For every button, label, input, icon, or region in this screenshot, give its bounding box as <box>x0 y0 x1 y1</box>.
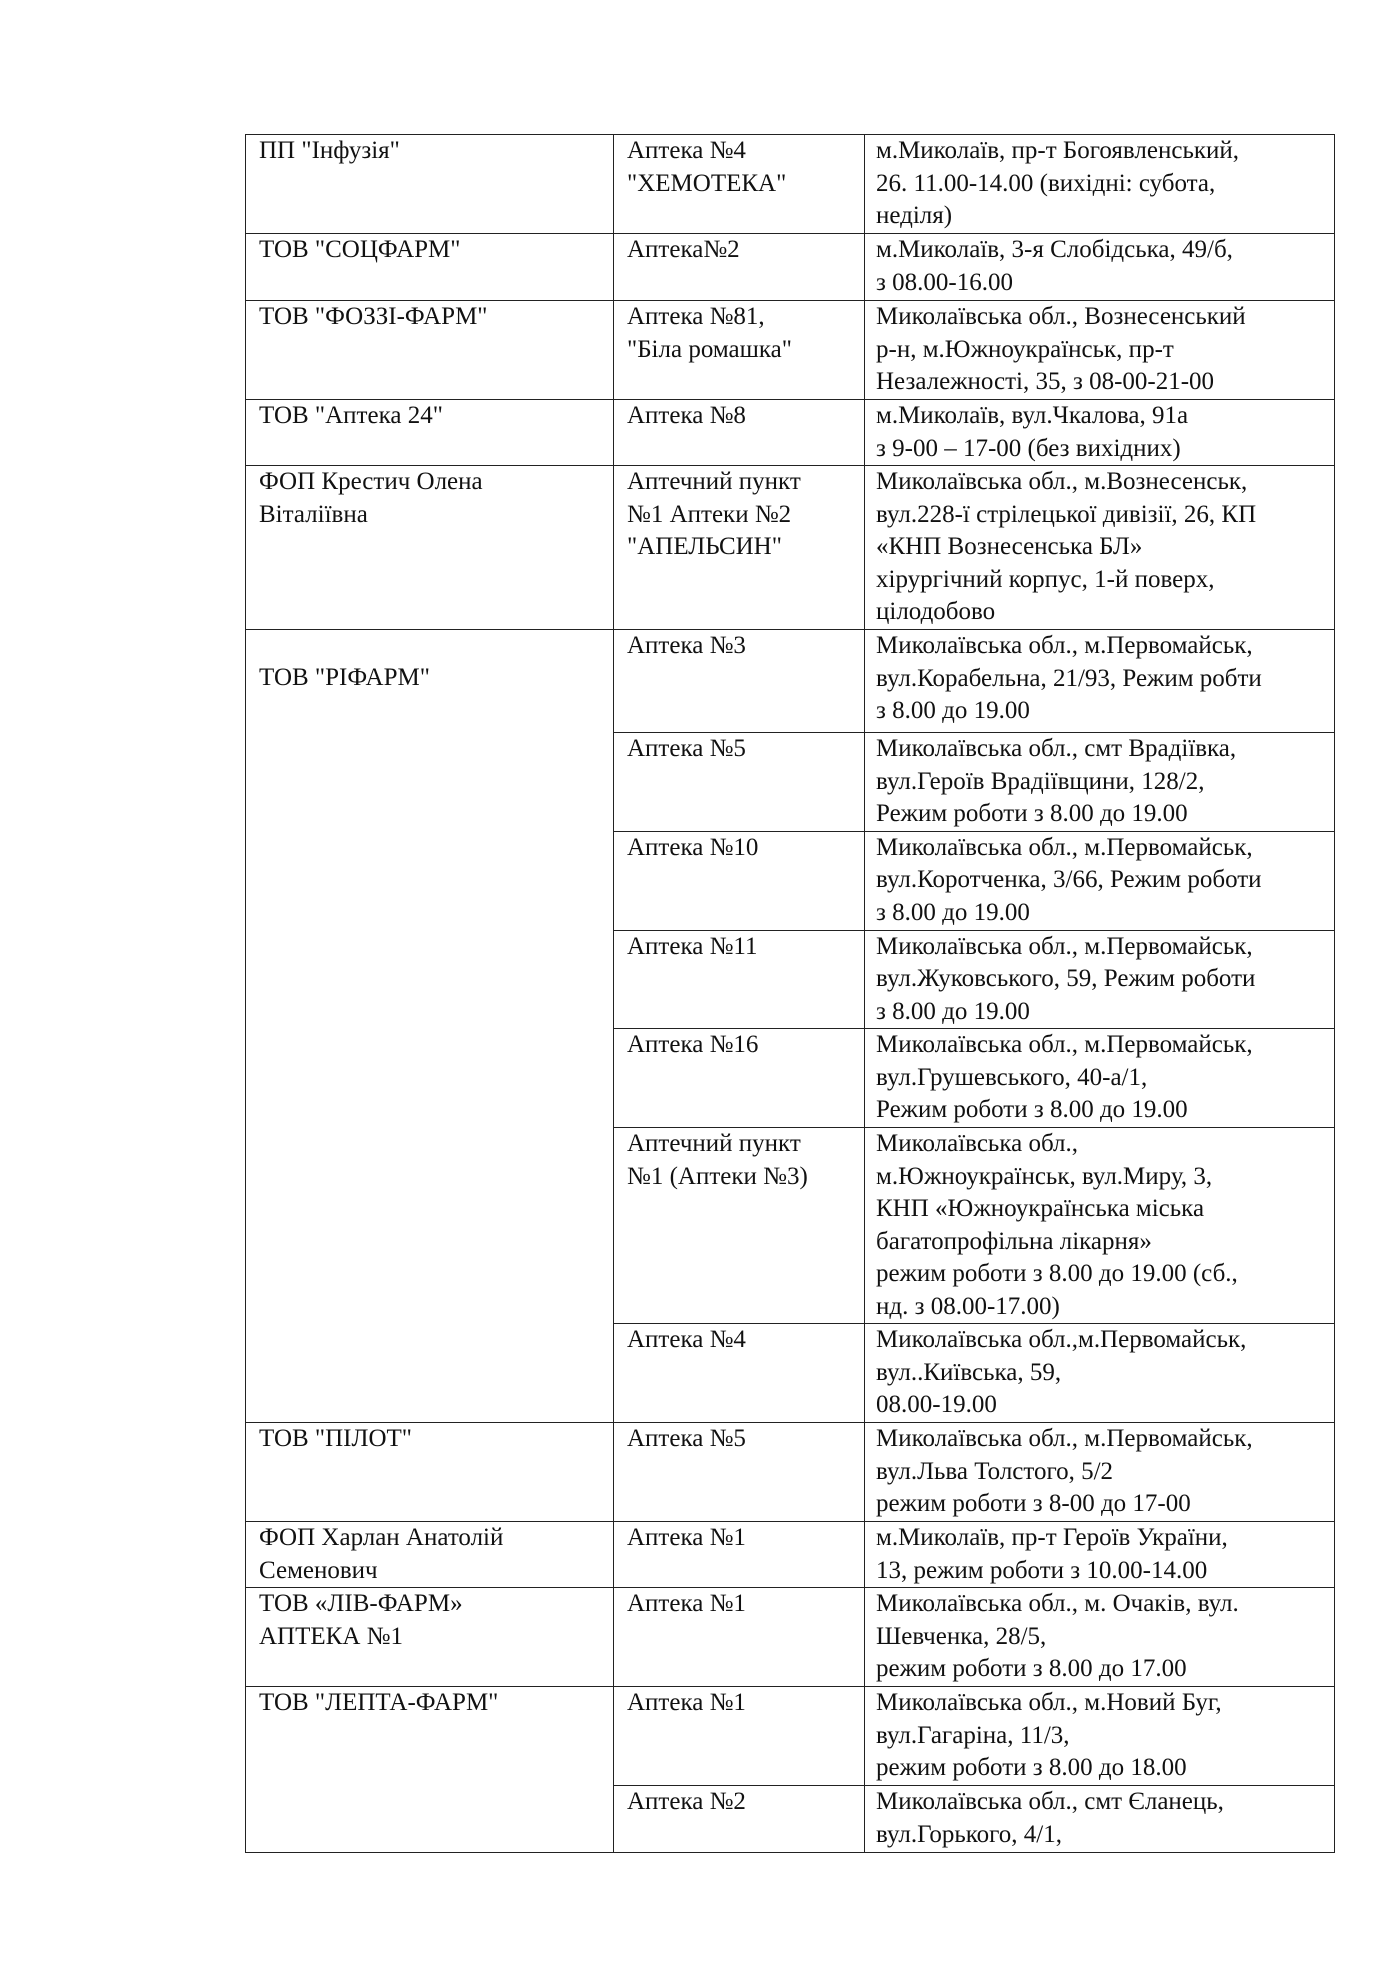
address-cell: Миколаївська обл., м.Первомайськ, вул.Жуковського, 59, Режим роботи з 8.00 до 19.00 <box>865 930 1335 1029</box>
address-cell: Миколаївська обл., м.Новий Буг, вул.Гагаріна, 11/3, режим роботи з 8.00 до 18.00 <box>865 1687 1335 1786</box>
address-cell: м.Миколаїв, пр-т Героїв України, 13, режим роботи з 10.00-14.00 <box>865 1522 1335 1588</box>
table-row <box>246 1522 1335 1588</box>
pharmacy-cell: Аптека №81, "Біла ромашка" <box>614 301 865 400</box>
pharmacy-cell: Аптечний пункт №1 Аптеки №2 "АПЕЛЬСИН" <box>614 466 865 630</box>
address-cell: Миколаївська обл., Вознесенський р-н, м.Южноукраїнськ, пр-т Незалежності, 35, з 08-00-21-00 <box>865 301 1335 400</box>
address-cell: Миколаївська обл., м. Очаків, вул. Шевченка, 28/5, режим роботи з 8.00 до 17.00 <box>865 1588 1335 1687</box>
table-row <box>246 301 1335 400</box>
org-cell: ПП "Інфузія" <box>246 135 614 234</box>
table-row <box>246 1687 1335 1786</box>
pharmacy-cell: Аптека №3 <box>614 630 865 733</box>
pharmacy-cell: Аптека №10 <box>614 831 865 930</box>
table-row <box>246 234 1335 301</box>
org-cell: ТОВ "СОЦФАРМ" <box>246 234 614 301</box>
address-cell: Миколаївська обл., смт Врадіївка, вул.Героїв Врадіївщини, 128/2, Режим роботи з 8.00 до 19.00 <box>865 733 1335 832</box>
address-cell: м.Миколаїв, вул.Чкалова, 91а з 9-00 – 17-00 (без вихідних) <box>865 400 1335 466</box>
pharmacy-cell: Аптека №1 <box>614 1687 865 1786</box>
pharmacy-cell: Аптека №11 <box>614 930 865 1029</box>
pharmacy-cell: Аптека №5 <box>614 733 865 832</box>
pharmacy-cell: Аптека №16 <box>614 1029 865 1128</box>
table-row <box>246 135 1335 234</box>
address-cell: м.Миколаїв, 3-я Слобідська, 49/б, з 08.00-16.00 <box>865 234 1335 301</box>
org-cell: ФОП Харлан Анатолій Семенович <box>246 1522 614 1588</box>
pharmacy-cell: Аптека №4 <box>614 1324 865 1423</box>
address-cell: Миколаївська обл., м.Первомайськ, вул.Грушевського, 40-а/1, Режим роботи з 8.00 до 19.00 <box>865 1029 1335 1128</box>
org-cell: ТОВ «ЛІВ-ФАРМ» АПТЕКА №1 <box>246 1588 614 1687</box>
pharmacy-cell: Аптека №5 <box>614 1423 865 1522</box>
org-cell: ТОВ "ПІЛОТ" <box>246 1423 614 1522</box>
table-row <box>246 1588 1335 1687</box>
pharmacy-cell: Аптека №2 <box>614 1786 865 1853</box>
table-row <box>246 466 1335 630</box>
address-cell: Миколаївська обл., м.Первомайськ, вул.Льва Толстого, 5/2 режим роботи з 8-00 до 17-00 <box>865 1423 1335 1522</box>
address-cell: Миколаївська обл., смт Єланець, вул.Горького, 4/1, <box>865 1786 1335 1853</box>
table-row <box>246 400 1335 466</box>
table-row <box>246 1423 1335 1522</box>
pharmacy-table <box>245 134 1335 1853</box>
table-row <box>246 630 1335 733</box>
pharmacy-cell: Аптека №4 "ХЕМОТЕКА" <box>614 135 865 234</box>
pharmacy-cell: Аптека №1 <box>614 1588 865 1687</box>
address-cell: Миколаївська обл., м.Вознесенськ, вул.228-ї стрілецької дивізії, 26, КП «КНП Вознесенська БЛ» хірургічний корпус, 1-й поверх, цілодобово <box>865 466 1335 630</box>
org-cell-lepta: ТОВ "ЛЕПТА-ФАРМ" <box>246 1687 614 1853</box>
address-cell: Миколаївська обл., м.Первомайськ, вул.Корабельна, 21/93, Режим робти з 8.00 до 19.00 <box>865 630 1335 733</box>
org-cell: ТОВ "Аптека 24" <box>246 400 614 466</box>
pharmacy-cell: Аптека №8 <box>614 400 865 466</box>
org-cell: ТОВ "ФОЗЗІ-ФАРМ" <box>246 301 614 400</box>
pharmacy-cell: Аптека №1 <box>614 1522 865 1588</box>
pharmacy-cell: Аптека№2 <box>614 234 865 301</box>
address-cell: м.Миколаїв, пр-т Богоявленський, 26. 11.00-14.00 (вихідні: субота, неділя) <box>865 135 1335 234</box>
address-cell: Миколаївська обл., м.Южноукраїнськ, вул.Миру, 3, КНП «Южноукраїнська міська багатопрофільна лікарня» режим роботи з 8.00 до 19.00 (сб., нд. з 08.00-17.00) <box>865 1128 1335 1324</box>
address-cell: Миколаївська обл., м.Первомайськ, вул.Коротченка, 3/66, Режим роботи з 8.00 до 19.00 <box>865 831 1335 930</box>
pharmacy-cell: Аптечний пункт №1 (Аптеки №3) <box>614 1128 865 1324</box>
address-cell: Миколаївська обл.,м.Первомайськ, вул..Київська, 59, 08.00-19.00 <box>865 1324 1335 1423</box>
org-cell: ФОП Крестич Олена Віталіївна <box>246 466 614 630</box>
org-cell-rifarm: ТОВ "РІФАРМ" <box>246 630 614 1423</box>
